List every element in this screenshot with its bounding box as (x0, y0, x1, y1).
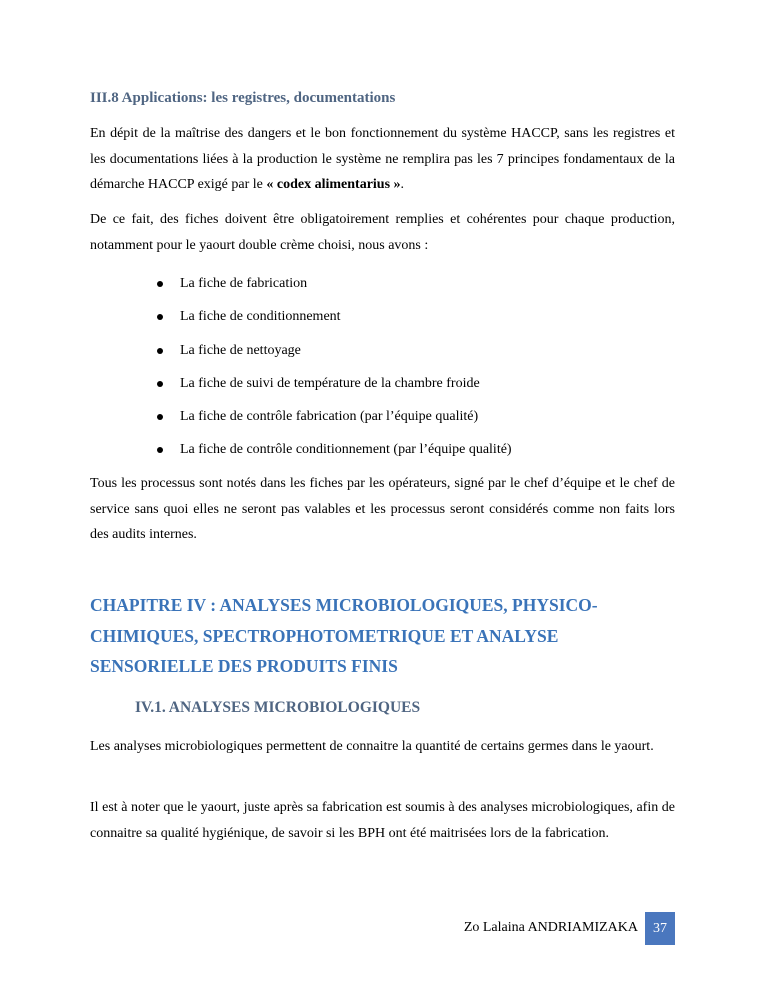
section-paragraph-2: De ce fait, des fiches doivent être obligatoirement remplies et cohérentes pour chaque production, notamment pour le yaourt double crème choisi, nous avons : (90, 212, 675, 253)
paragraph-text: En dépit de la maîtrise des dangers et le bon fonctionnement du système HACCP, sans les registres et les documentations liées à la production le système ne remplira pas les 7 principes fondamentaux de la démarche HACCP exigé par le (90, 126, 675, 192)
list-item-label: La fiche de fabrication (180, 276, 308, 291)
section-paragraph-1 (90, 121, 675, 198)
list-item-label: La fiche de suivi de température de la chambre froide (180, 375, 480, 391)
chapter-paragraph-1: Les analyses microbiologiques permettent de connaitre la quantité de certains germes dans le yaourt. (90, 739, 654, 754)
bullet-icon (157, 414, 163, 420)
section-heading: III.8 Applications: les registres, documentations (90, 90, 396, 106)
paragraph-end: . (400, 177, 405, 192)
chapter-subheading: IV.1. ANALYSES MICROBIOLOGIQUES (135, 699, 421, 716)
list-item-label: La fiche de contrôle conditionnement (par l’équipe qualité) (180, 442, 512, 458)
list-item (155, 340, 512, 373)
chapter-title-line-1: CHAPITRE IV : ANALYSES MICROBIOLOGIQUES, PHYSICO- (90, 595, 598, 615)
chapter-paragraph-2: Il est à noter que le yaourt, juste après sa fabrication est soumis à des analyses microbiologiques, afin de connaitre sa qualité hygiénique, de savoir si les BPH ont été maitrisées lors de la fabrication. (90, 800, 675, 841)
chapter-title-line-2: CHIMIQUES, SPECTROPHOTOMETRIQUE ET ANALYSE (90, 625, 559, 646)
fiche-list (155, 273, 512, 473)
section-paragraph-3: Tous les processus sont notés dans les fiches par les opérateurs, signé par le chef d’équipe et le chef de service sans quoi elles ne seront pas valables et les processus seront considérés comme non faits lors des audits internes. (90, 476, 675, 542)
page-number-badge: 37 (645, 912, 675, 945)
list-item (155, 306, 512, 339)
codex-emphasis: « codex alimentarius » (266, 177, 401, 192)
list-item-label: La fiche de nettoyage (180, 342, 301, 358)
bullet-icon (157, 381, 163, 387)
chapter-title (90, 590, 675, 682)
list-item (155, 373, 512, 406)
list-item (155, 439, 512, 472)
list-item (155, 273, 512, 306)
bullet-icon (157, 348, 163, 354)
chapter-title-line-3: SENSORIELLE DES PRODUITS FINIS (90, 656, 398, 676)
bullet-icon (157, 281, 163, 287)
list-item-label: La fiche de contrôle fabrication (par l’équipe qualité) (180, 409, 479, 425)
footer-author: Zo Lalaina ANDRIAMIZAKA (463, 920, 638, 935)
list-item-label: La fiche de conditionnement (180, 309, 341, 325)
list-item (155, 406, 512, 439)
bullet-icon (157, 447, 163, 453)
bullet-icon (157, 314, 163, 320)
